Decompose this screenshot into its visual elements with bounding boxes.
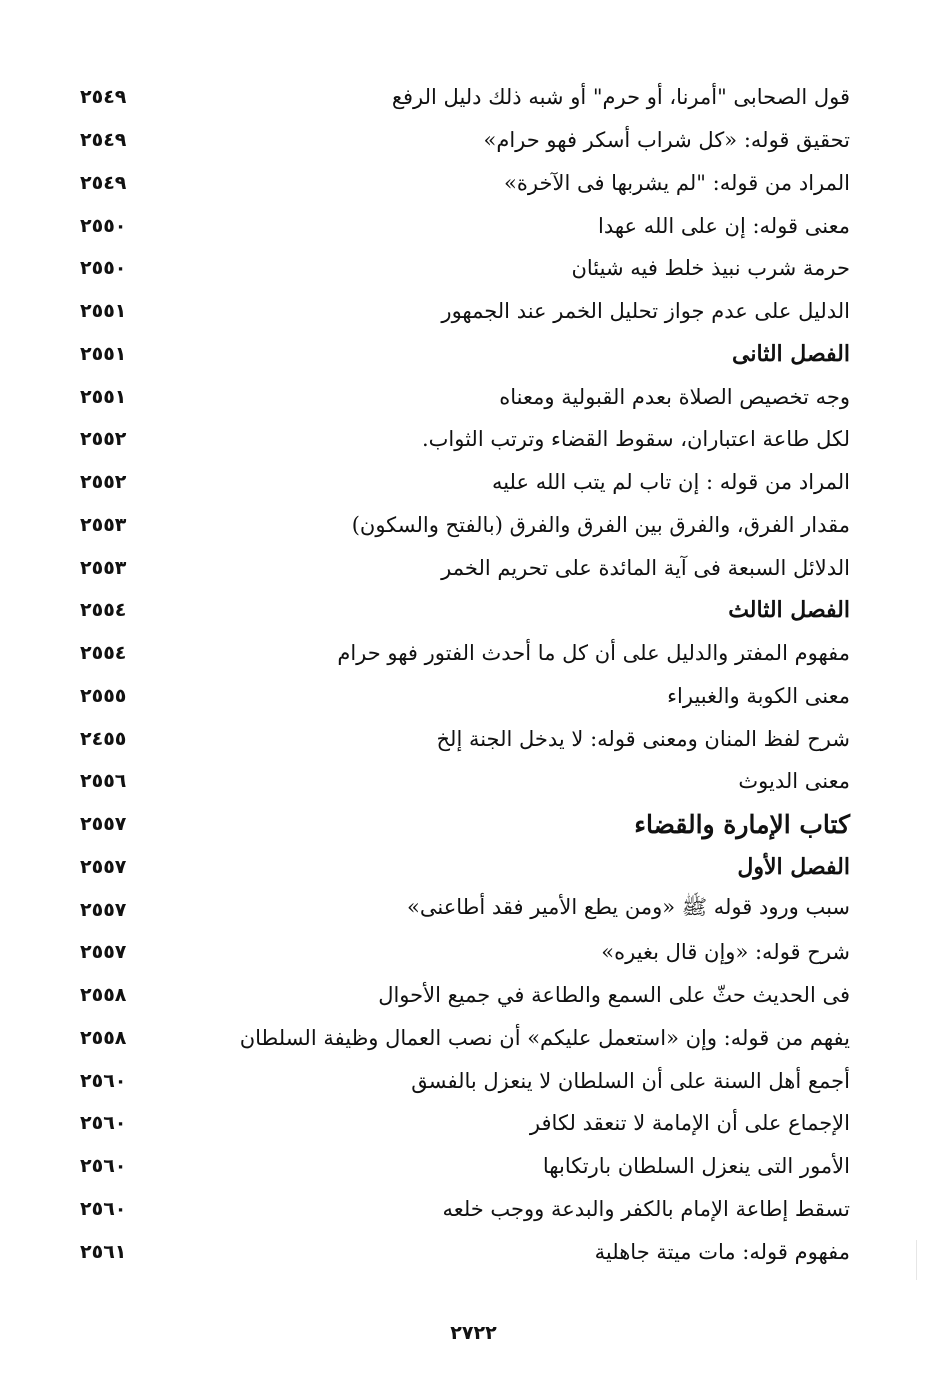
toc-entry-page: ٢٥٤٩ bbox=[80, 86, 127, 109]
toc-entry-page: ٢٥٤٩ bbox=[80, 171, 127, 194]
toc-entry-page: ٢٥٥٣ bbox=[80, 513, 127, 536]
toc-entry-page: ٢٥٥١ bbox=[80, 342, 127, 365]
toc-entry-page: ٢٥٤٩ bbox=[80, 129, 127, 152]
toc-entry bbox=[80, 546, 850, 589]
toc-entry-page: ٢٥٥٤ bbox=[80, 642, 127, 665]
toc-entry bbox=[80, 1017, 850, 1060]
toc-entry-page: ٢٥٥٠ bbox=[80, 214, 127, 237]
toc-entry-page: ٢٥٥٧ bbox=[80, 813, 127, 836]
toc-entry bbox=[80, 931, 850, 974]
toc-entry bbox=[80, 504, 850, 547]
toc-entry-page: ٢٥٥٢ bbox=[80, 471, 127, 494]
toc-entry bbox=[80, 461, 850, 504]
toc-entry-page: ٢٥٥٥ bbox=[80, 684, 127, 707]
toc-entry-page: ٢٥٦٠ bbox=[80, 1197, 127, 1220]
toc-entry-page: ٢٥٥٦ bbox=[80, 770, 127, 793]
toc-entry-page: ٢٥٦٠ bbox=[80, 1155, 127, 1178]
toc-entry-title: تحقيق قوله: «كل شراب أسكر فهو حرام» bbox=[483, 128, 850, 153]
toc-entry-title: شرح لفظ المنان ومعنى قوله: لا يدخل الجنة إلخ bbox=[436, 726, 850, 751]
toc-entry bbox=[80, 717, 850, 760]
toc-entry-title: أجمع أهل السنة على أن السلطان لا ينعزل بالفسق bbox=[411, 1068, 850, 1093]
toc-entry-page: ٢٥٥٨ bbox=[80, 984, 127, 1007]
toc-entry bbox=[80, 1145, 850, 1188]
toc-entry-title: حرمة شرب نبيذ خلط فيه شيئان bbox=[571, 256, 850, 281]
toc-entry-title: مفهوم قوله: مات ميتة جاهلية bbox=[594, 1239, 850, 1264]
toc-entry-title: فى الحديث حثّ على السمع والطاعة في جميع الأحوال bbox=[378, 983, 850, 1008]
toc-entry-page: ٢٥٥١ bbox=[80, 300, 127, 323]
toc-entry bbox=[80, 1188, 850, 1231]
toc-entry-page: ٢٥٥٤ bbox=[80, 599, 127, 622]
toc-entry-title: لكل طاعة اعتباران، سقوط القضاء وترتب الثواب. bbox=[421, 427, 850, 452]
toc-entry-page: ٢٥٥٧ bbox=[80, 941, 127, 964]
toc-entry-title: قول الصحابى "أمرنا، أو حرم" أو شبه ذلك دليل الرفع bbox=[391, 85, 850, 110]
toc-entry bbox=[80, 375, 850, 418]
toc-entry-page: ٢٥٥٧ bbox=[80, 855, 127, 878]
toc-entry bbox=[80, 290, 850, 333]
toc-entry bbox=[80, 1059, 850, 1102]
toc-entry-title: الفصل الثانى bbox=[732, 340, 850, 367]
toc-entry-page: ٢٥٥١ bbox=[80, 385, 127, 408]
toc-entry bbox=[80, 119, 850, 162]
toc-entry-title: الدلائل السبعة فى آية المائدة على تحريم الخمر bbox=[441, 555, 850, 580]
toc-entry-title: يفهم من قوله: وإن «استعمل عليكم» أن نصب العمال وظيفة السلطان bbox=[239, 1025, 850, 1050]
table-of-contents bbox=[80, 76, 850, 1273]
toc-entry bbox=[80, 418, 850, 461]
toc-entry-page: ٢٥٦٠ bbox=[80, 1069, 127, 1092]
toc-entry-title: سبب ورود قوله ﷺ «ومن يطع الأمير فقد أطاعنى» bbox=[407, 895, 850, 920]
toc-entry-title: الإجماع على أن الإمامة لا تنعقد لكافر bbox=[529, 1111, 850, 1136]
toc-entry-page: ٢٥٦٠ bbox=[80, 1112, 127, 1135]
toc-entry-title: كتاب الإمارة والقضاء bbox=[634, 809, 850, 839]
toc-entry-page: ٢٥٥٣ bbox=[80, 556, 127, 579]
toc-entry-title: وجه تخصيص الصلاة بعدم القبولية ومعناه bbox=[499, 384, 850, 409]
toc-entry bbox=[80, 1230, 850, 1273]
toc-entry-page: ٢٥٦١ bbox=[80, 1240, 127, 1263]
page-number: ٢٧٢٢ bbox=[450, 1322, 497, 1344]
toc-entry-page: ٢٥٥٢ bbox=[80, 428, 127, 451]
toc-entry-page: ٢٤٥٥ bbox=[80, 727, 127, 750]
toc-entry bbox=[80, 760, 850, 803]
toc-section-heading bbox=[80, 333, 850, 376]
toc-entry-title: معنى الديوث bbox=[738, 769, 850, 794]
toc-entry bbox=[80, 632, 850, 675]
toc-entry bbox=[80, 1102, 850, 1145]
toc-entry bbox=[80, 76, 850, 119]
toc-book-heading bbox=[80, 803, 850, 846]
toc-entry-title: معنى الكوبة والغبيراء bbox=[667, 683, 850, 708]
toc-entry-title: الفصل الثالث bbox=[728, 597, 850, 624]
toc-entry-title: المراد من قوله: "لم يشربها فى الآخرة» bbox=[504, 170, 850, 195]
toc-entry-title: الدليل على عدم جواز تحليل الخمر عند الجمهور bbox=[441, 299, 850, 324]
toc-entry-title: الفصل الأول bbox=[737, 853, 850, 880]
toc-entry bbox=[80, 974, 850, 1017]
toc-section-heading bbox=[80, 846, 850, 889]
toc-entry-title: الأمور التى ينعزل السلطان بارتكابها bbox=[542, 1154, 850, 1179]
toc-entry-page: ٢٥٥٠ bbox=[80, 257, 127, 280]
toc-entry-title: معنى قوله: إن على الله عهدا bbox=[598, 213, 850, 238]
toc-entry-title: شرح قوله: «وإن قال بغيره» bbox=[601, 940, 850, 965]
toc-entry-page: ٢٥٥٨ bbox=[80, 1026, 127, 1049]
toc-entry bbox=[80, 675, 850, 718]
margin-mark bbox=[916, 1240, 917, 1280]
toc-entry-title: المراد من قوله : إن تاب لم يتب الله عليه bbox=[491, 470, 850, 495]
toc-entry bbox=[80, 162, 850, 205]
toc-section-heading bbox=[80, 589, 850, 632]
toc-entry bbox=[80, 204, 850, 247]
toc-entry-page: ٢٥٥٧ bbox=[80, 898, 127, 921]
toc-entry-title: تسقط إطاعة الإمام بالكفر والبدعة ووجب خلعه bbox=[442, 1196, 850, 1221]
toc-entry-title: مفهوم المفتر والدليل على أن كل ما أحدث الفتور فهو حرام bbox=[337, 641, 850, 666]
toc-entry bbox=[80, 888, 850, 931]
toc-entry bbox=[80, 247, 850, 290]
toc-entry-title: مقدار الفرق، والفرق بين الفرق والفرق (بالفتح والسكون) bbox=[351, 512, 850, 537]
